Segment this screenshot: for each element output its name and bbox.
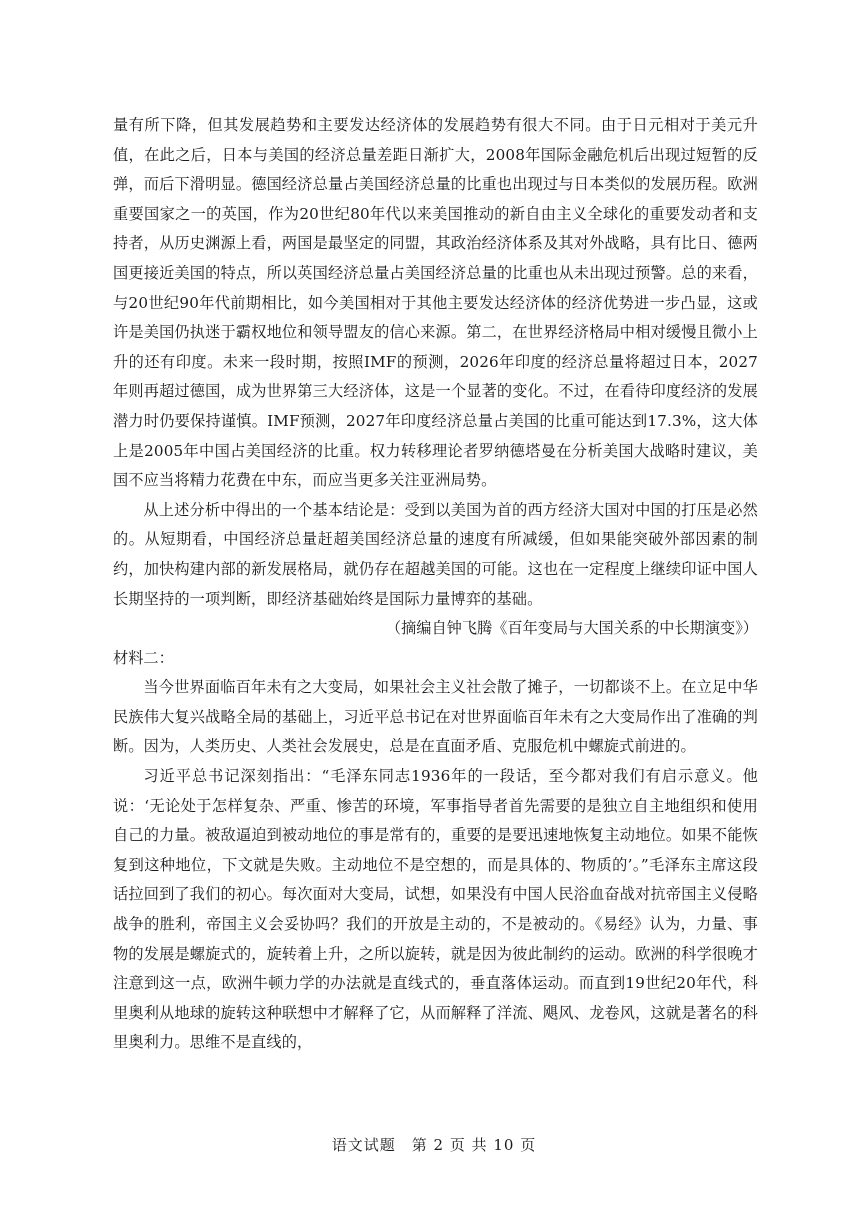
material-1-paragraph-continued: 量有所下降，但其发展趋势和主要发达经济体的发展趋势有很大不同。由于日元相对于美元升值，在此之后，日本与美国的经济总量差距日渐扩大，2008年国际金融危机后出现过短暂的反弹，而后下滑明显。德国经济总量占美国经济总量的比重也出现过与日本类似的发展历程。欧洲重要国家之一的英国，作为20世纪80年代以来美国推动的新自由主义全球化的重要发动者和支持者，从历史渊源上看，两国是最坚定的同盟，其政治经济体系及其对外战略，具有比日、德两国更接近美国的特点，所以英国经济总量占美国经济总量的比重也从未出现过预警。总的来看，与20世纪90年代前期相比，如今美国相对于其他主要发达经济体的经济优势进一步凸显，这或许是美国仍执迷于霸权地位和领导盟友的信心来源。第二，在世界经济格局中相对缓慢且微小上升的还有印度。未来一段时期，按照IMF的预测，2026年印度的经济总量将超过日本，2027年则再超过德国，成为世界第三大经济体，这是一个显著的变化。不过，在看待印度经济的发展潜力时仍要保持谨慎。IMF预测，2027年印度经济总量占美国的比重可能达到17.3%，这大体上是2005年中国占美国经济的比重。权力转移理论者罗纳德塔曼在分析美国大战略时建议，美国不应当将精力花费在中东，而应当更多关注亚洲局势。 [113, 116, 758, 490]
material-1-source-citation: （摘编自钟飞腾《百年变局与大国关系的中长期演变》） [385, 619, 758, 638]
exam-page-body [113, 111, 758, 1058]
material-2-paragraph-1: 当今世界面临百年未有之大变局，如果社会主义社会散了摊子，一切都谈不上。在立足中华民族伟大复兴战略全局的基础上，习近平总书记在对世界面临百年未有之大变局作出了准确的判断。因为，人类历史、人类社会发展史，总是在直面矛盾、克服危机中螺旋式前进的。 [113, 678, 758, 756]
material-2-paragraph-2: 习近平总书记深刻指出：“毛泽东同志1936年的一段话，至今都对我们有启示意义。他说：‘无论处于怎样复杂、严重、惨苦的环境，军事指导者首先需要的是独立自主地组织和使用自己的力量。被敌逼迫到被动地位的事是常有的，重要的是要迅速地恢复主动地位。如果不能恢复到这种地位，下文就是失败。主动地位不是空想的，而是具体的、物质的’。”毛泽东主席这段话拉回到了我们的初心。每次面对大变局，试想，如果没有中国人民浴血奋战对抗帝国主义侵略战争的胜利，帝国主义会妥协吗？我们的开放是主动的，不是被动的。《易经》认为，力量、事物的发展是螺旋式的，旋转着上升，之所以旋转，就是因为彼此制约的运动。欧洲的科学很晚才注意到这一点，欧洲牛顿力学的办法就是直线式的，垂直落体运动。而直到19世纪20年代，科里奥利从地球的旋转这种联想中才解释了它，从而解释了洋流、飓风、龙卷风，这就是著名的科里奥利力。思维不是直线的， [113, 767, 758, 1052]
material-1-conclusion-paragraph: 从上述分析中得出的一个基本结论是：受到以美国为首的西方经济大国对中国的打压是必然的。从短期看，中国经济总量赶超美国经济总量的速度有所减缓，但如果能突破外部因素的制约，加快构建内部的新发展格局，就仍存在超越美国的可能。这也在一定程度上继续印证中国人长期坚持的一项判断，即经济基础始终是国际力量博弈的基础。 [113, 500, 758, 608]
material-2-heading: 材料二： [113, 648, 174, 667]
page-footer: 语文试题 第 2 页 共 10 页 [331, 1136, 537, 1154]
